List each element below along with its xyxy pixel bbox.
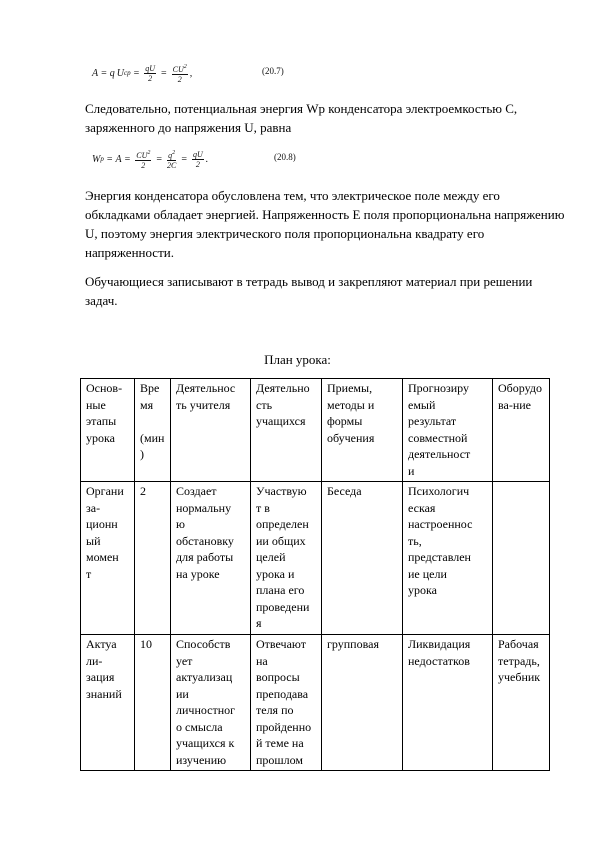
row1-time-text: 2 [140, 484, 146, 498]
row2-cell-students [251, 635, 322, 771]
row1-cell-result [403, 482, 493, 635]
row2-cell-time [135, 635, 171, 771]
row1-stage-text: Органи за- ционн ый момен т [86, 484, 124, 581]
header-cell-students [251, 379, 322, 482]
table-header-row [81, 379, 550, 482]
eq2-equals: = [106, 153, 113, 165]
eq2-lhs-sub: p [100, 155, 104, 163]
eq2-frac2-num: q [168, 150, 173, 160]
row1-students-text: Участвую т в определен ии общих целей урока и плана его проведени я [256, 484, 310, 630]
eq2-fraction-1 [135, 149, 151, 170]
paragraph-conclusion: Обучающиеся записывают в тетрадь вывод и закрепляют материал при решении задач. [85, 274, 533, 308]
header-equipment-text: Оборудо ва-ние [498, 381, 542, 412]
header-time-text: Вре мя (мин ) [140, 381, 165, 461]
eq2-frac1-num: CU [136, 150, 148, 160]
row2-equipment-text: Рабочая тетрадь, учебник [498, 637, 541, 684]
header-cell-stages [81, 379, 135, 482]
eq2-frac3-num: qU [192, 149, 203, 159]
row1-cell-time [135, 482, 171, 635]
eq1-equals: = [101, 67, 107, 79]
eq1-q: q [109, 67, 115, 79]
header-cell-teacher [171, 379, 251, 482]
header-result-text: Прогнозиру емый результат совместной деятельност и [408, 381, 471, 478]
eq1-frac2-den: 2 [177, 74, 182, 84]
row1-teacher-text: Создает нормальну ю обстановку для работы на уроке [176, 484, 234, 581]
table-row [81, 482, 550, 635]
eq2-frac1-exp: 2 [147, 149, 151, 156]
row2-cell-teacher [171, 635, 251, 771]
equation-20-8 [92, 144, 312, 174]
eq2-frac2-den: 2C [167, 160, 177, 170]
header-teacher-text: Деятельнос ть учителя [176, 381, 236, 412]
eq1-lhs: A [92, 67, 99, 79]
eq2-equals-2: = [124, 153, 131, 165]
row2-stage-text: Актуа ли- зация знаний [86, 637, 122, 701]
row2-methods-text: групповая [327, 637, 379, 651]
eq2-trail: . [205, 153, 209, 165]
header-students-text: Деятельно сть учащихся [256, 381, 310, 428]
header-methods-text: Приемы, методы и формы обучения [327, 381, 375, 445]
eq2-frac1-numerator [135, 149, 151, 161]
eq1-u-sub: cp [123, 69, 131, 77]
eq1-fraction-2 [172, 63, 188, 84]
table-row [81, 635, 550, 771]
eq2-fraction-3 [192, 150, 204, 169]
eq1-u: U [116, 67, 124, 79]
row1-cell-stage [81, 482, 135, 635]
eq2-frac2-exp: 2 [172, 149, 176, 156]
eq2-fraction-2 [167, 149, 176, 170]
row2-cell-equipment [493, 635, 550, 771]
row2-result-text: Ликвидация недостатков [408, 637, 471, 668]
row1-cell-methods [322, 482, 403, 635]
row2-teacher-text: Способств ует актуализац ии личностног о смысла учащихся к изучению [176, 637, 236, 767]
eq2-number: (20.8) [274, 152, 296, 162]
eq2-frac2-numerator [167, 149, 176, 161]
eq1-frac2-numerator [172, 63, 188, 75]
eq2-lhs: W [92, 153, 101, 165]
eq1-equals-3: = [161, 67, 167, 79]
eq1-fraction-1 [144, 64, 156, 83]
eq2-equals-4: = [181, 153, 187, 165]
eq1-frac1-den: 2 [148, 73, 153, 83]
row1-cell-equipment [493, 482, 550, 635]
lesson-plan-table [80, 378, 550, 771]
header-cell-result [403, 379, 493, 482]
eq1-frac1-num: qU [145, 63, 156, 73]
equation-20-7 [92, 58, 302, 88]
eq2-frac3-den: 2 [195, 159, 200, 169]
header-cell-time [135, 379, 171, 482]
row1-methods-text: Беседа [327, 484, 362, 498]
eq1-trail: , [189, 67, 193, 79]
eq1-number: (20.7) [262, 66, 284, 76]
row2-time-text: 10 [140, 637, 152, 651]
eq2-equals-3: = [156, 153, 162, 165]
eq1-frac2-num: CU [172, 64, 184, 74]
row2-cell-result [403, 635, 493, 771]
header-cell-equipment [493, 379, 550, 482]
eq1-equals-2: = [133, 67, 140, 79]
header-cell-methods [322, 379, 403, 482]
header-stages-text: Основ- ные этапы урока [86, 381, 123, 445]
row2-students-text: Отвечают на вопросы преподава теля по пройденно й теме на прошлом [256, 637, 312, 767]
paragraph-potential-energy: Следовательно, потенциальная энергия Wp конденсатора электроемкостью С, заряженного до напряжения U, равна [85, 101, 518, 135]
eq1-frac2-exp: 2 [183, 63, 187, 70]
row1-result-text: Психологич еская настроеннос ть, представлен ие цели урока [408, 484, 473, 597]
plan-title: План урока: [264, 352, 331, 367]
row2-cell-methods [322, 635, 403, 771]
row1-cell-students [251, 482, 322, 635]
eq2-frac1-den: 2 [141, 160, 146, 170]
eq2-a: A [115, 153, 122, 165]
row2-cell-stage [81, 635, 135, 771]
paragraph-capacitor-energy: Энергия конденсатора обусловлена тем, что электрическое поле между его обкладками обладает энергией. Напряженность Е поля пропорциональна напряжению U, поэтому энергия электрического поля пропорциональна квадрату его напряженности. [85, 188, 565, 260]
row1-cell-teacher [171, 482, 251, 635]
